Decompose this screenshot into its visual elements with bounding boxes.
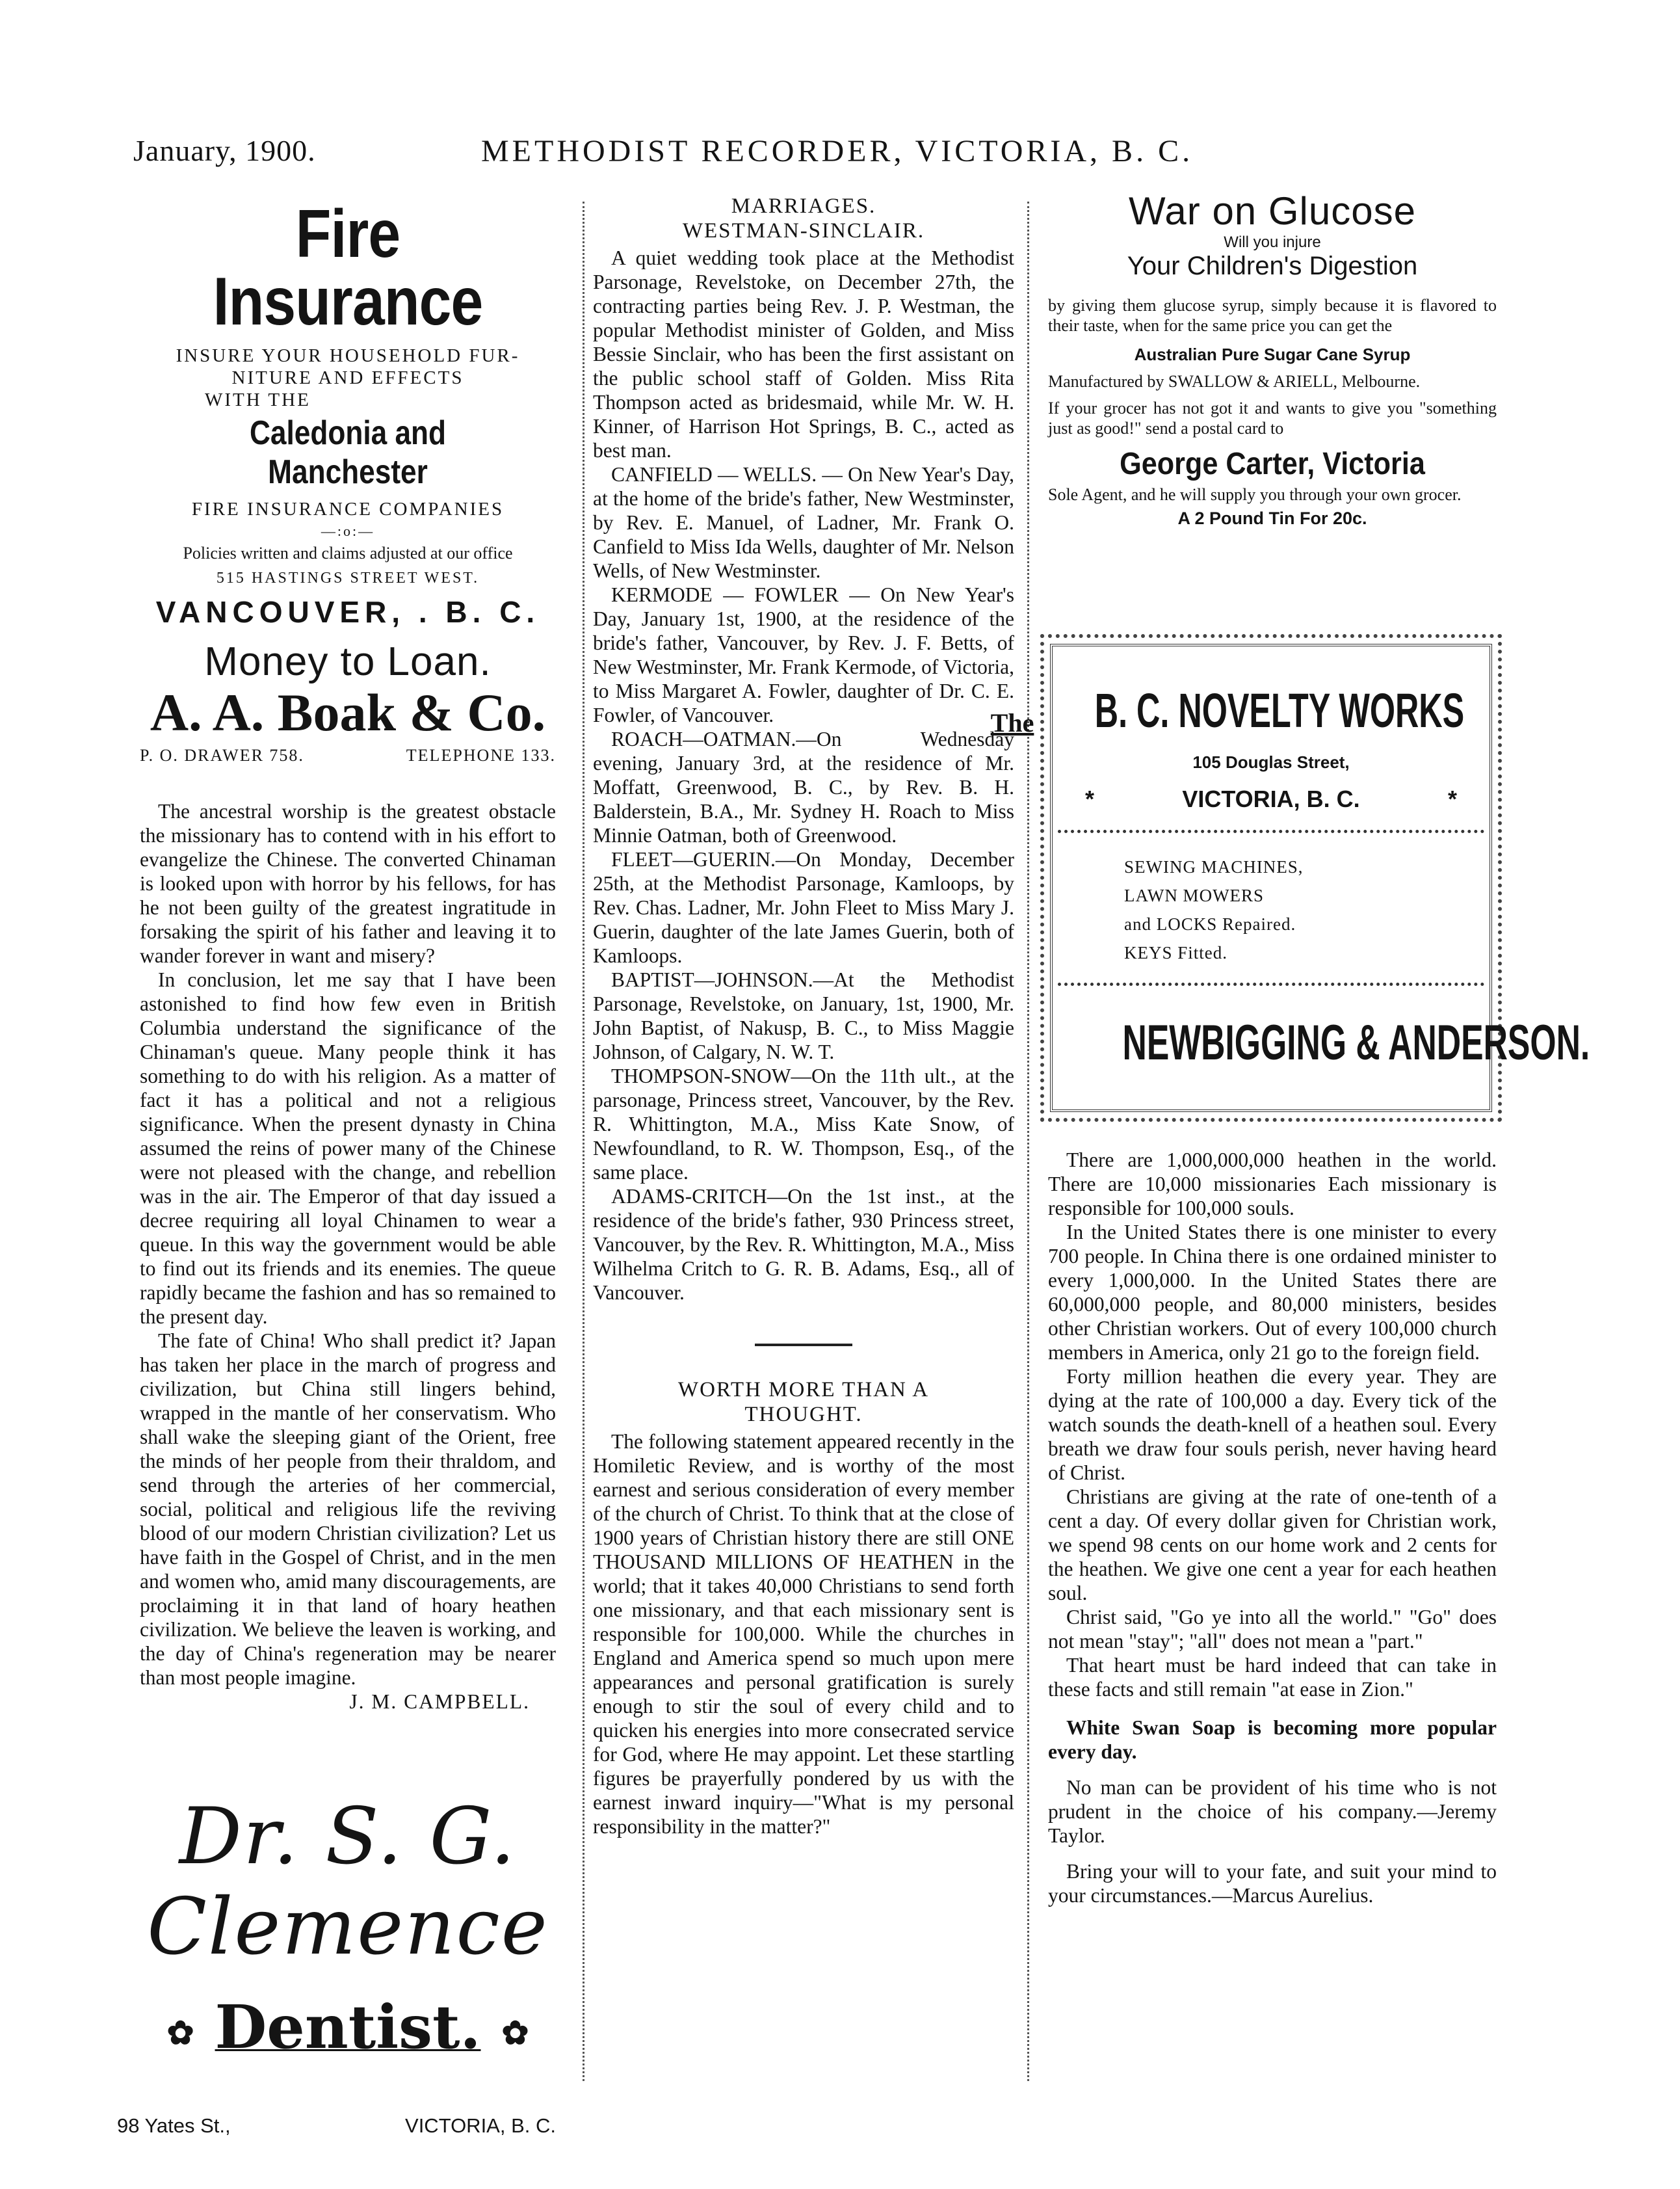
ad-line: WITH THE xyxy=(205,390,311,410)
ad-line: INSURE YOUR HOUSEHOLD FUR- xyxy=(176,345,520,366)
paragraph: In conclusion, let me say that I have been astonished to find how few even in British Columbia understand the significance of the Chinaman's queue. Many people think it has something to do with his religion. As a matter of fact it has a political and not a religious significance. When the present dynasty in China assumed the reins of power many of the Chinese were not pleased with the change, and rebellion was in the air. The Emperor of that day issued a decree requiring all loyal Chinamen to wear a queue. In this way the government would be able to find out its friends and its enemies. The queue rapidly became the fashion and has so remained to the present day. xyxy=(140,968,556,1328)
paragraph: There are 1,000,000,000 heathen in the world. There are 10,000 missionaries Each missionary is responsible for 100,000 souls. xyxy=(1048,1148,1497,1219)
quote: Bring your will to your fate, and suit your mind to your circumstances.—Marcus Aurelius. xyxy=(1048,1860,1497,1907)
novelty-street: 105 Douglas Street, xyxy=(1192,752,1350,772)
section-divider xyxy=(755,1344,852,1346)
ad-subtitle: Will you injure xyxy=(1224,233,1321,251)
ad-company: Caledonia and Manchester xyxy=(249,414,447,491)
ad-agent: George Carter, Victoria xyxy=(1120,447,1425,481)
paragraph: The fate of China! Who shall predict it? Japan has taken her place in the march of progress and civilization, but China still lingers behind, wrapped in the mantle of her conservatism. Who shall wake the sleeping giant of the Orient, free the minds of her people from their thraldom, and send through the arteries of her commercial, social, political and religious life the reviving blood of our modern Christian civilization? Let us have faith in the Gospel of Christ, and in the men and women who, amid many discouragements, are proclaiming it in that land of hoary heathen civilization. We believe the leaven is working, and the day of China's regeneration may be nearer than most people imagine. xyxy=(140,1329,556,1689)
paragraph: The following statement appeared recently in the Homiletic Review, and is worthy of the most earnest and serious consideration of every member of the church of Christ. To think that at the close of 1900 years of Christian history there are still ONE THOUSAND MILLIONS OF HEATHEN in the world; that it takes 40,000 Christians to send forth one missionary, and that each missionary sent is responsible for 100,000. While the churches in England and America spend so much upon mere appearances and personal gratification is surely enough to stir the soul of every child and to quicken his energies into more consecrated service for God, where He may appoint. Let these startling figures be prayerfully pondered by us with the earnest inward inquiry—"What is my personal responsibility in the matter?" xyxy=(593,1430,1014,1838)
ad-city: VANCOUVER, . B. C. xyxy=(155,595,540,629)
ad-tel: TELEPHONE 133. xyxy=(406,746,556,765)
novelty-city-row xyxy=(1053,786,1490,813)
column-3 xyxy=(1048,189,1497,529)
paragraph: Christ said, "Go ye into all the world." "Go" does not mean "stay"; "all" does not mean a "part." xyxy=(1048,1606,1497,1652)
ad-contact-row xyxy=(140,746,556,765)
dentist-title-row xyxy=(140,1992,556,2062)
article-china xyxy=(140,799,556,1714)
dentist-city: VICTORIA, B. C. xyxy=(405,2114,556,2137)
ad-money: Money to Loan. xyxy=(204,639,492,684)
ad-po: P. O. DRAWER 758. xyxy=(140,746,304,765)
paragraph: In the United States there is one minister to every 700 people. In China there is one ordained minister to every 1,000,000. In the United States there are 60,000,000 people, and 80,000 ministers, besides other Christian workers. Out of every 100,000 church members in America, only 21 go to the foreign field. xyxy=(1048,1221,1497,1364)
column-rule-right xyxy=(1027,202,1029,2081)
ad-firm: A. A. Boak & Co. xyxy=(150,683,546,742)
novelty-divider xyxy=(1058,830,1484,833)
ad-body: by giving them glucose syrup, simply because it is flavored to their taste, when for the same price you can get the xyxy=(1048,296,1497,335)
dentist-address: 98 Yates St., xyxy=(117,2114,231,2137)
ad-title: Fire Insurance xyxy=(213,196,483,339)
ad-line: FIRE INSURANCE COMPANIES xyxy=(191,499,505,520)
novelty-the: The xyxy=(990,708,1034,737)
clemence-ad xyxy=(117,1792,556,2138)
subsection-title: WESTMAN-SINCLAIR. xyxy=(682,219,925,243)
marriage-notice: BAPTIST—JOHNSON.—At the Methodist Parsonage, Revelstoke, on January, 1st, 1900, Mr. John Baptist, of Nakusp, B. C., to Miss Maggie Johnson, of Calgary, N. W. T. xyxy=(593,968,1014,1063)
ad-separator: —:o:— xyxy=(321,523,375,539)
issue-date: January, 1900. xyxy=(133,134,316,167)
dentist-contact-row xyxy=(117,2114,556,2138)
ad-line: NITURE AND EFFECTS xyxy=(231,367,464,388)
novelty-firm: NEWBIGGING & ANDERSON. xyxy=(1122,1015,1590,1070)
novelty-city: VICTORIA, B. C. xyxy=(1182,786,1360,812)
article-title: WORTH MORE THAN A xyxy=(677,1378,930,1401)
service-line: KEYS Fitted. xyxy=(1124,943,1228,962)
paragraph: The ancestral worship is the greatest obstacle the missionary has to contend with in his effort to evangelize the Chinese. The converted Chinaman is looked upon with horror by his fellows, for has he not been guilty of the greatest ingratitude in forsaking the spirit of his father and leaving it to wander forever in want and misery? xyxy=(140,800,556,967)
novelty-services xyxy=(1053,853,1490,967)
ad-line: Policies written and claims adjusted at our office xyxy=(183,544,513,563)
column-2 xyxy=(593,194,1014,1838)
paragraph: That heart must be hard indeed that can take in these facts and still remain "at ease in Zion." xyxy=(1048,1654,1497,1701)
service-line: SEWING MACHINES, xyxy=(1124,857,1304,877)
paragraph: Christians are giving at the rate of one-tenth of a cent a day. Of every dollar given for Christian work, we spend 98 cents on our home work and 2 cents for the heathen. We give one cent a year for each heathen soul. xyxy=(1048,1485,1497,1604)
dentist-name: Dr. S. G. Clemence xyxy=(147,1792,549,1972)
article-title: THOUGHT. xyxy=(744,1403,863,1426)
ornament-icon: ✿ xyxy=(166,2013,194,2052)
section-title: MARRIAGES. xyxy=(731,194,876,218)
ad-product: Australian Pure Sugar Cane Syrup xyxy=(1134,345,1411,364)
column-1 xyxy=(117,195,556,2138)
star-icon: * xyxy=(1085,786,1095,812)
service-line: LAWN MOWERS xyxy=(1124,886,1265,905)
star-icon: * xyxy=(1447,786,1457,812)
ad-price: A 2 Pound Tin For 20c. xyxy=(1177,509,1367,528)
ad-body: Manufactured by SWALLOW & ARIELL, Melbourne. xyxy=(1048,372,1421,391)
fire-insurance-ad xyxy=(140,196,556,765)
ad-body: If your grocer has not got it and wants to give you "something just as good!" send a postal card to xyxy=(1048,399,1497,438)
novelty-title-row xyxy=(990,683,1490,738)
ad-address: 515 HASTINGS STREET WEST. xyxy=(216,570,480,587)
service-line: and LOCKS Repaired. xyxy=(1124,914,1296,934)
column-3-lower xyxy=(1048,1148,1497,1907)
marriage-notice: A quiet wedding took place at the Methodist Parsonage, Revelstoke, on December 27th, the contracting parties being Rev. J. P. Westman, the popular Methodist minister of Golden, and Miss Bessie Sinclair, who has been the first assistant on the public school staff of Golden. Miss Rita Thompson acted as bridesmaid, while Mr. W. H. Kinner, of Harrison Hot Springs, B. C., acted as best man. xyxy=(593,246,1014,462)
marriage-notice: ROACH—OATMAN.—On Wednesday evening, January 3rd, at the residence of Mr. Moffatt, Greenwood, B. C., by Rev. B. H. Balderstein, B.A., Mr. Sydney H. Roach to Miss Minnie Oatman, both of Greenwood. xyxy=(593,728,1014,847)
marriage-notice: FLEET—GUERIN.—On Monday, December 25th, at the Methodist Parsonage, Kamloops, by Rev. Chas. Ladner, Mr. John Fleet to Miss Mary J. Guerin, daughter of the late James Guerin, both of Kamloops. xyxy=(593,848,1014,967)
marriage-notice: THOMPSON-SNOW—On the 11th ult., at the parsonage, Princess street, Vancouver, by the Rev. R. Whittington, M.A., Miss Kate Snow, of Newfoundland, to R. W. Thompson, Esq., of the same place. xyxy=(593,1065,1014,1184)
ad-subtitle: Your Children's Digestion xyxy=(1127,252,1418,280)
column-rule-left xyxy=(583,202,584,2081)
marriage-notice: ADAMS-CRITCH—On the 1st inst., at the residence of the bride's father, 930 Princess street, Vancouver, by the Rev. R. Whittington, M.A., Miss Wilhelma Critch to G. R. B. Adams, Esq., all of Vancouver. xyxy=(593,1185,1014,1304)
marriage-notice: KERMODE — FOWLER — On New Year's Day, January 1st, 1900, at the residence of the bride's father, Vancouver, by Rev. J. F. Betts, of New Westminster, Mr. Frank Kermode, of Victoria, to Miss Margaret A. Fowler, daughter of Dr. C. E. Fowler, of Vancouver. xyxy=(593,583,1014,726)
glucose-ad xyxy=(1048,189,1497,529)
ad-body: Sole Agent, and he will supply you through your own grocer. xyxy=(1048,485,1462,504)
ornament-icon: ✿ xyxy=(501,2013,529,2052)
marriage-notice: CANFIELD — WELLS. — On New Year's Day, at the home of the bride's father, New Westminster, by Rev. E. Manuel, of Ladner, Mr. Frank O. Canfield to Miss Ida Wells, daughter of Mr. Nelson Wells, of New Westminster. xyxy=(593,463,1014,582)
signature: J. M. CAMPBELL. xyxy=(349,1690,530,1713)
dentist-title: Dentist. xyxy=(215,1992,481,2062)
soap-note: White Swan Soap is becoming more popular every day. xyxy=(1048,1716,1497,1763)
novelty-ad xyxy=(990,644,1590,1112)
novelty-divider xyxy=(1058,983,1484,986)
paragraph: Forty million heathen die every year. They are dying at the rate of 100,000 a day. Every tick of the watch sounds the death-knell of a heathen soul. Every breath we draw four souls perish, never having heard of Christ. xyxy=(1048,1365,1497,1484)
quote: No man can be provident of his time who is not prudent in the choice of his company.—Jeremy Taylor. xyxy=(1048,1776,1497,1847)
masthead-title: METHODIST RECORDER, VICTORIA, B. C. xyxy=(481,134,1194,168)
ad-title: War on Glucose xyxy=(1129,189,1416,233)
novelty-name: B. C. NOVELTY WORKS xyxy=(1095,683,1465,737)
